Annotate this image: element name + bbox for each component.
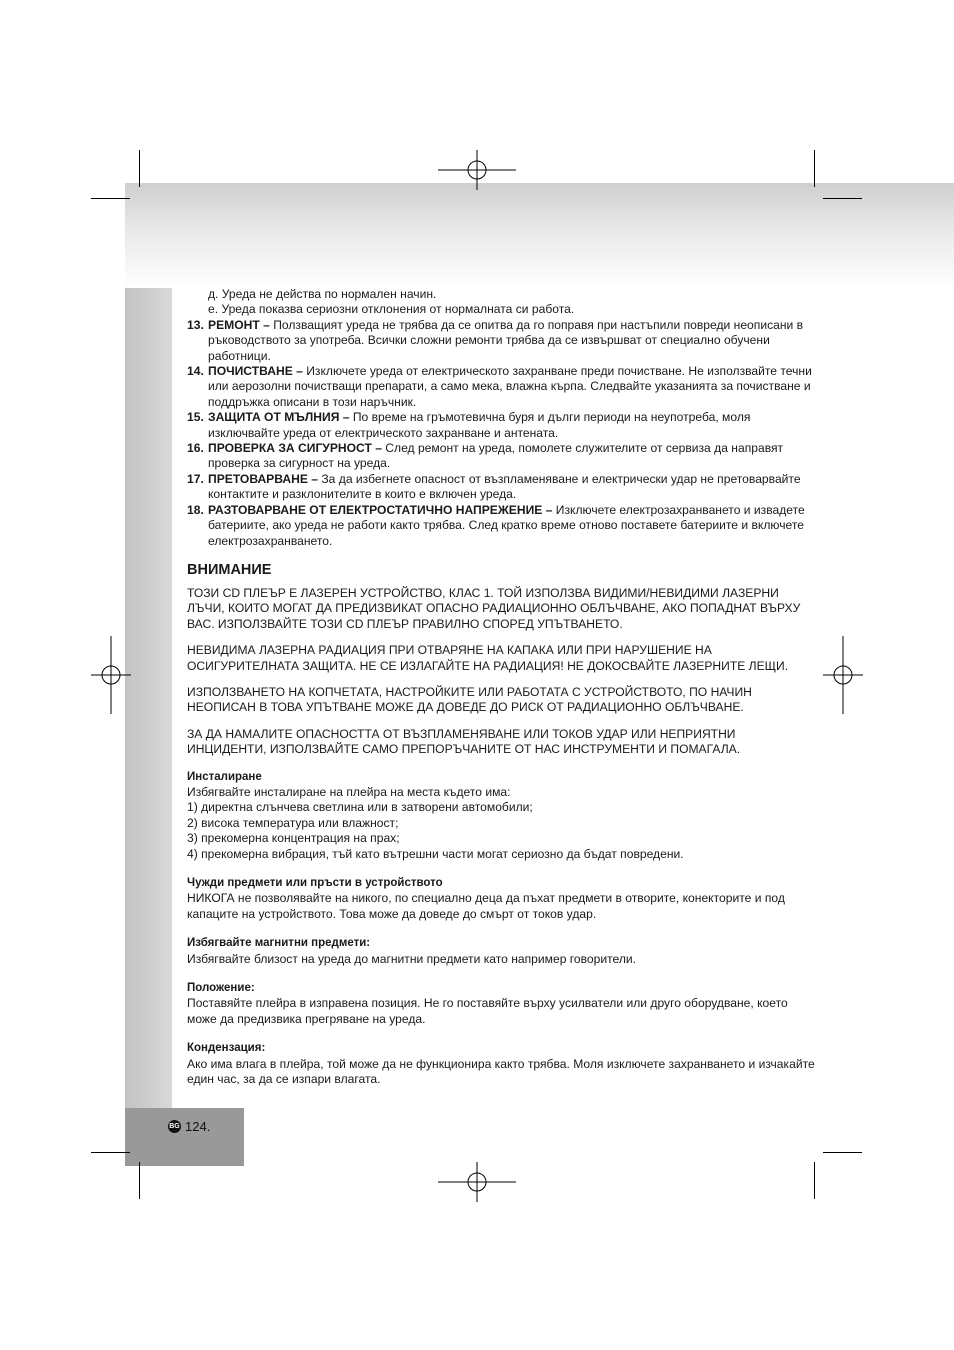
warning-paragraph: ТОЗИ CD ПЛЕЪР Е ЛАЗЕРЕН УСТРОЙСТВО, КЛАС 1. ТОЙ ИЗПОЛЗВА ВИДИМИ/НЕВИДИМИ ЛАЗЕРНИ ЛЪЧИ, КОИТО МОГАТ ДА ПРЕДИЗВИКАТ ОПАСНО РАДИАЦИОННО ОБЛЪЧВАНЕ, АКО ПОПАДНАТ ВЪРХУ ВАС. ИЗПОЛЗВАЙТЕ ТОЗИ CD ПЛЕЪР ПРАВИЛНО СПОРЕД УПЪТВАНЕТО. — [187, 585, 801, 631]
section-position — [187, 981, 817, 1027]
safety-item-13 — [187, 318, 817, 364]
section-line: 4) прекомерна вибрация, тъй като вътрешни части могат сериозно да бъдат повредени. — [187, 846, 684, 861]
crop-mark — [91, 198, 130, 199]
crop-mark — [823, 1152, 862, 1153]
warning-paragraph: ЗА ДА НАМАЛИТЕ ОПАСНОСТТА ОТ ВЪЗПЛАМЕНЯВАНЕ ИЛИ ТОКОВ УДАР ИЛИ НЕПРИЯТНИ ИНЦИДЕНТИ, ИЗПОЛЗВАЙТЕ САМО ПРЕПОРЪЧАНИТЕ ОТ НАС ИНСТРУМЕНТИ И ПОМАГАЛА. — [187, 726, 741, 757]
safety-item-15 — [187, 410, 817, 441]
item-number: 13. — [187, 317, 204, 332]
section-title: Чужди предмети или пръсти в устройството — [187, 877, 443, 889]
safety-item-17 — [187, 472, 817, 503]
list-item: е. Уреда показва сериозни отклонения от нормалната си работа. — [208, 302, 575, 317]
crop-mark — [823, 198, 862, 199]
section-line: 2) висока температура или влажност; — [187, 815, 399, 830]
crop-mark — [814, 1162, 815, 1199]
item-number: 18. — [187, 502, 204, 517]
list-item: д. Уреда не действа по нормален начин. — [208, 287, 437, 301]
section-line: Избягвайте близост на уреда до магнитни предмети като например говорители. — [187, 951, 637, 966]
item-number: 16. — [187, 441, 204, 456]
crop-mark — [814, 150, 815, 187]
registration-mark-bottom — [438, 1162, 516, 1202]
page-content — [187, 287, 817, 1101]
item-text: За да избегнете опасност от възпламеняване и електрически удар не претоварвайте контактите и разклонителите в които е включен уреда. — [208, 471, 801, 502]
section-title: Положение: — [187, 982, 255, 995]
section-title: Избягвайте магнитни предмети: — [187, 937, 371, 950]
safety-item-16 — [187, 441, 817, 472]
section-line: 3) прекомерна концентрация на прах; — [187, 831, 400, 846]
registration-mark-top — [438, 150, 516, 190]
section-foreign-objects — [187, 876, 817, 922]
item-text: Изключете електрозахранването и извадете батериите, ако уреда не работи както трябва. След кратко време отново поставете батериите и включете електрозахранването. — [208, 502, 805, 548]
warning-paragraph: ИЗПОЛЗВАНЕТО НА КОПЧЕТАТА, НАСТРОЙКИТЕ ИЛИ РАБОТАТА С УСТРОЙСТВОТО, ПО НАЧИН НЕОПИСАН В ТОВА УПЪТВАНЕ МОЖЕ ДА ДОВЕДЕ ДО РИСК ОТ РАДИАЦИОННО ОБЛЪЧВАНЕ. — [187, 684, 752, 715]
page-number — [168, 1119, 210, 1134]
warning-title: ВНИМАНИЕ — [187, 561, 272, 578]
section-line: Ако има влага в плейра, той може да не функционира както трябва. Моля изключете захранването и изчакайте един час, за да се изпари влагата. — [187, 1056, 815, 1087]
safety-item-14 — [187, 364, 817, 410]
crop-mark — [91, 1152, 130, 1153]
section-condensation — [187, 1041, 817, 1087]
item-number: 15. — [187, 410, 204, 425]
language-badge-icon: BG — [168, 1120, 181, 1133]
item-number: 17. — [187, 471, 204, 486]
item-title: ПРЕТОВАРВАНЕ – — [208, 471, 319, 486]
item-title: РЕМОНТ – — [208, 317, 270, 332]
item-title: ПОЧИСТВАНЕ – — [208, 364, 303, 379]
crop-mark — [139, 1162, 140, 1199]
section-line: Избягвайте инсталиране на плейра на места където има: — [187, 784, 511, 799]
item-title: ЗАЩИТА ОТ МЪЛНИЯ – — [208, 410, 350, 425]
safety-item-18 — [187, 503, 817, 549]
section-line: Поставяйте плейра в изправена позиция. Не го поставяйте върху усилватели или друго оборудване, което може да предизвика прегряване на уреда. — [187, 996, 788, 1026]
section-title: Кондензация: — [187, 1042, 266, 1055]
section-installation — [187, 770, 817, 862]
section-line: 1) директна слънчева светлина или в затворени автомобили; — [187, 800, 533, 815]
registration-mark-right — [823, 636, 863, 714]
section-title: Инсталиране — [187, 770, 262, 783]
item-text: Изключете уреда от електрическото захранване преди почистване. Не използвайте течни или аерозолни почистващи препарати, а само мека, влажна кърпа. Следвайте указанията за почистване и поддръжка описани в този наръчник. — [208, 364, 812, 409]
item-text: След ремонт на уреда, помолете служителите от сервиза да направят проверка за сигурност на уреда. — [208, 441, 784, 471]
page-number-text: 124. — [185, 1119, 211, 1134]
item-text: Ползващият уреда не трябва да се опитва да го поправя при настъпили повреди неописани в ръководството за употреба. Всички сложни ремонти трябва да се извършват от специално обучени работници. — [208, 317, 804, 363]
section-magnetic — [187, 936, 817, 967]
item-title: ПРОВЕРКА ЗА СИГУРНОСТ – — [208, 441, 382, 456]
warning-paragraph: НЕВИДИМА ЛАЗЕРНА РАДИАЦИЯ ПРИ ОТВАРЯНЕ НА КАПАКА ИЛИ ПРИ НАРУШЕНИЕ НА ОСИГУРИТЕЛНАТА ЗАЩИТА. НЕ СЕ ИЗЛАГАЙТЕ НА РАДИАЦИЯ! НЕ ДОКОСВАЙТЕ ЛАЗЕРНИТЕ ЛЕЩИ. — [187, 643, 789, 673]
section-line: НИКОГА не позволявайте на никого, по специално деца да пъхат предмети в отворите, конекторите и под капаците на устройството. Това може да доведе до смърт от токов удар. — [187, 891, 785, 921]
footer-box — [125, 1108, 244, 1166]
crop-mark — [139, 150, 140, 187]
side-band — [125, 288, 172, 1108]
item-text: По време на гръмотевична буря и дълги периоди на неупотреба, моля изключвайте уреда от електрическото захранване и антената. — [208, 410, 751, 440]
registration-mark-left — [91, 636, 131, 714]
item-title: РАЗТОВАРВАНЕ ОТ ЕЛЕКТРОСТАТИЧНО НАПРЕЖЕНИЕ – — [208, 502, 553, 517]
item-number: 14. — [187, 364, 204, 379]
